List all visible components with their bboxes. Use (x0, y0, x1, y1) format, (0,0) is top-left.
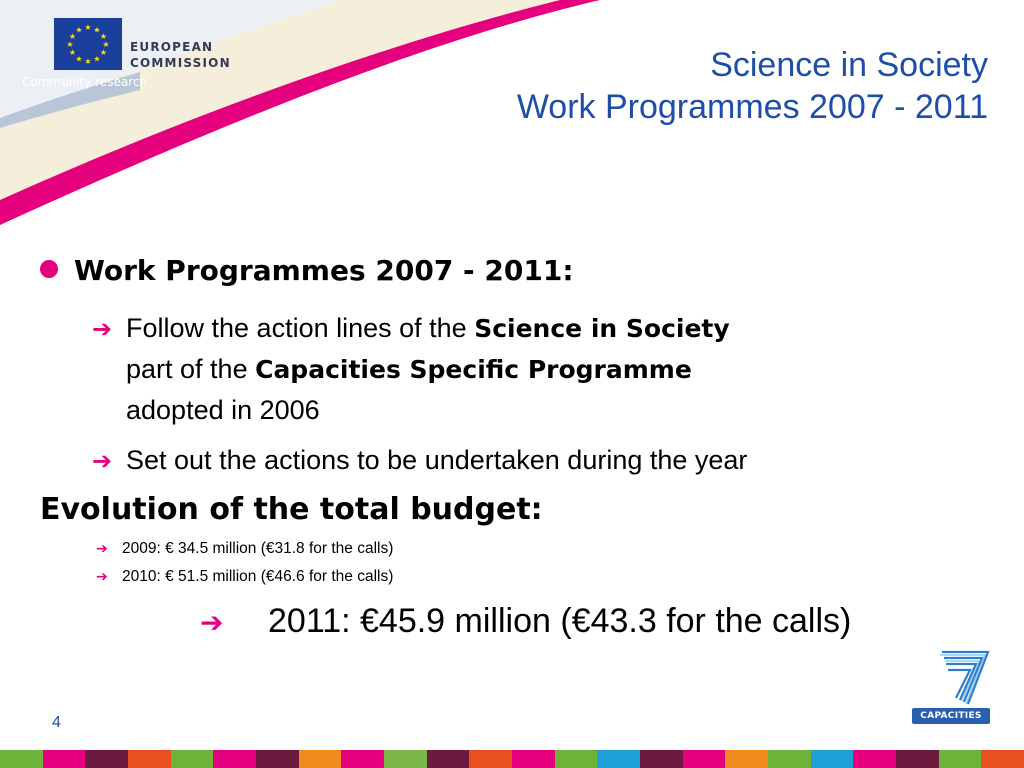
footer-color-stripe (0, 750, 1024, 768)
budget-item-2009-text: 2009: € 34.5 million (€31.8 for the calls) (122, 540, 394, 557)
svg-text:★: ★ (93, 54, 101, 64)
sub-bullet-action-lines-text (126, 308, 730, 430)
sub1-text-1: Follow the action lines of the (126, 313, 475, 343)
budget-item-2009 (96, 540, 393, 558)
svg-text:★: ★ (84, 57, 92, 66)
sub1-text-3: adopted in 2006 (126, 395, 320, 425)
svg-text:★: ★ (84, 23, 92, 32)
svg-text:★: ★ (68, 32, 77, 41)
sub1-text-2: part of the (126, 354, 256, 384)
logo-line-european: EUROPEAN (130, 40, 214, 54)
heading-budget-evolution: Evolution of the total budget: (40, 492, 543, 527)
sub-bullet-action-lines (92, 308, 730, 430)
budget-item-2011 (200, 602, 851, 641)
bullet-work-programmes-text: Work Programmes 2007 - 2011: (74, 254, 574, 287)
svg-text:★: ★ (93, 25, 101, 35)
bullet-work-programmes (40, 254, 574, 287)
sub1-bold-capacities: Capacities Specific Programme (255, 355, 692, 384)
svg-text:★: ★ (75, 54, 83, 64)
budget-item-2010-text: 2010: € 51.5 million (€46.6 for the calls) (122, 568, 394, 585)
sub-bullet-set-out (92, 440, 747, 481)
page-number: 4 (52, 714, 61, 731)
capacities-label: CAPACITIES (912, 708, 990, 724)
right-arrow-icon: ➔ (96, 541, 108, 557)
budget-item-2011-text: 2011: €45.9 million (€43.3 for the calls) (268, 602, 852, 640)
svg-text:★: ★ (102, 40, 110, 49)
sub1-bold-science-in-society: Science in Society (474, 314, 730, 343)
svg-text:★: ★ (99, 48, 108, 57)
budget-item-2010 (96, 568, 393, 586)
sub-bullet-set-out-text: Set out the actions to be undertaken during the year (126, 445, 748, 475)
right-arrow-icon: ➔ (92, 315, 113, 343)
logo-tagline: Community research (22, 75, 148, 89)
svg-text:★: ★ (68, 48, 77, 57)
right-arrow-icon: ➔ (96, 569, 108, 585)
svg-text:★: ★ (99, 32, 108, 41)
logo-line-commission: COMMISSION (130, 56, 231, 70)
svg-text:★: ★ (66, 40, 74, 49)
right-arrow-icon: ➔ (200, 606, 224, 639)
title-line-2: Work Programmes 2007 - 2011 (516, 88, 988, 126)
right-arrow-icon: ➔ (92, 447, 113, 475)
pink-dot-icon (40, 260, 58, 278)
title-line-1: Science in Society (710, 46, 988, 84)
svg-text:★: ★ (75, 25, 83, 35)
